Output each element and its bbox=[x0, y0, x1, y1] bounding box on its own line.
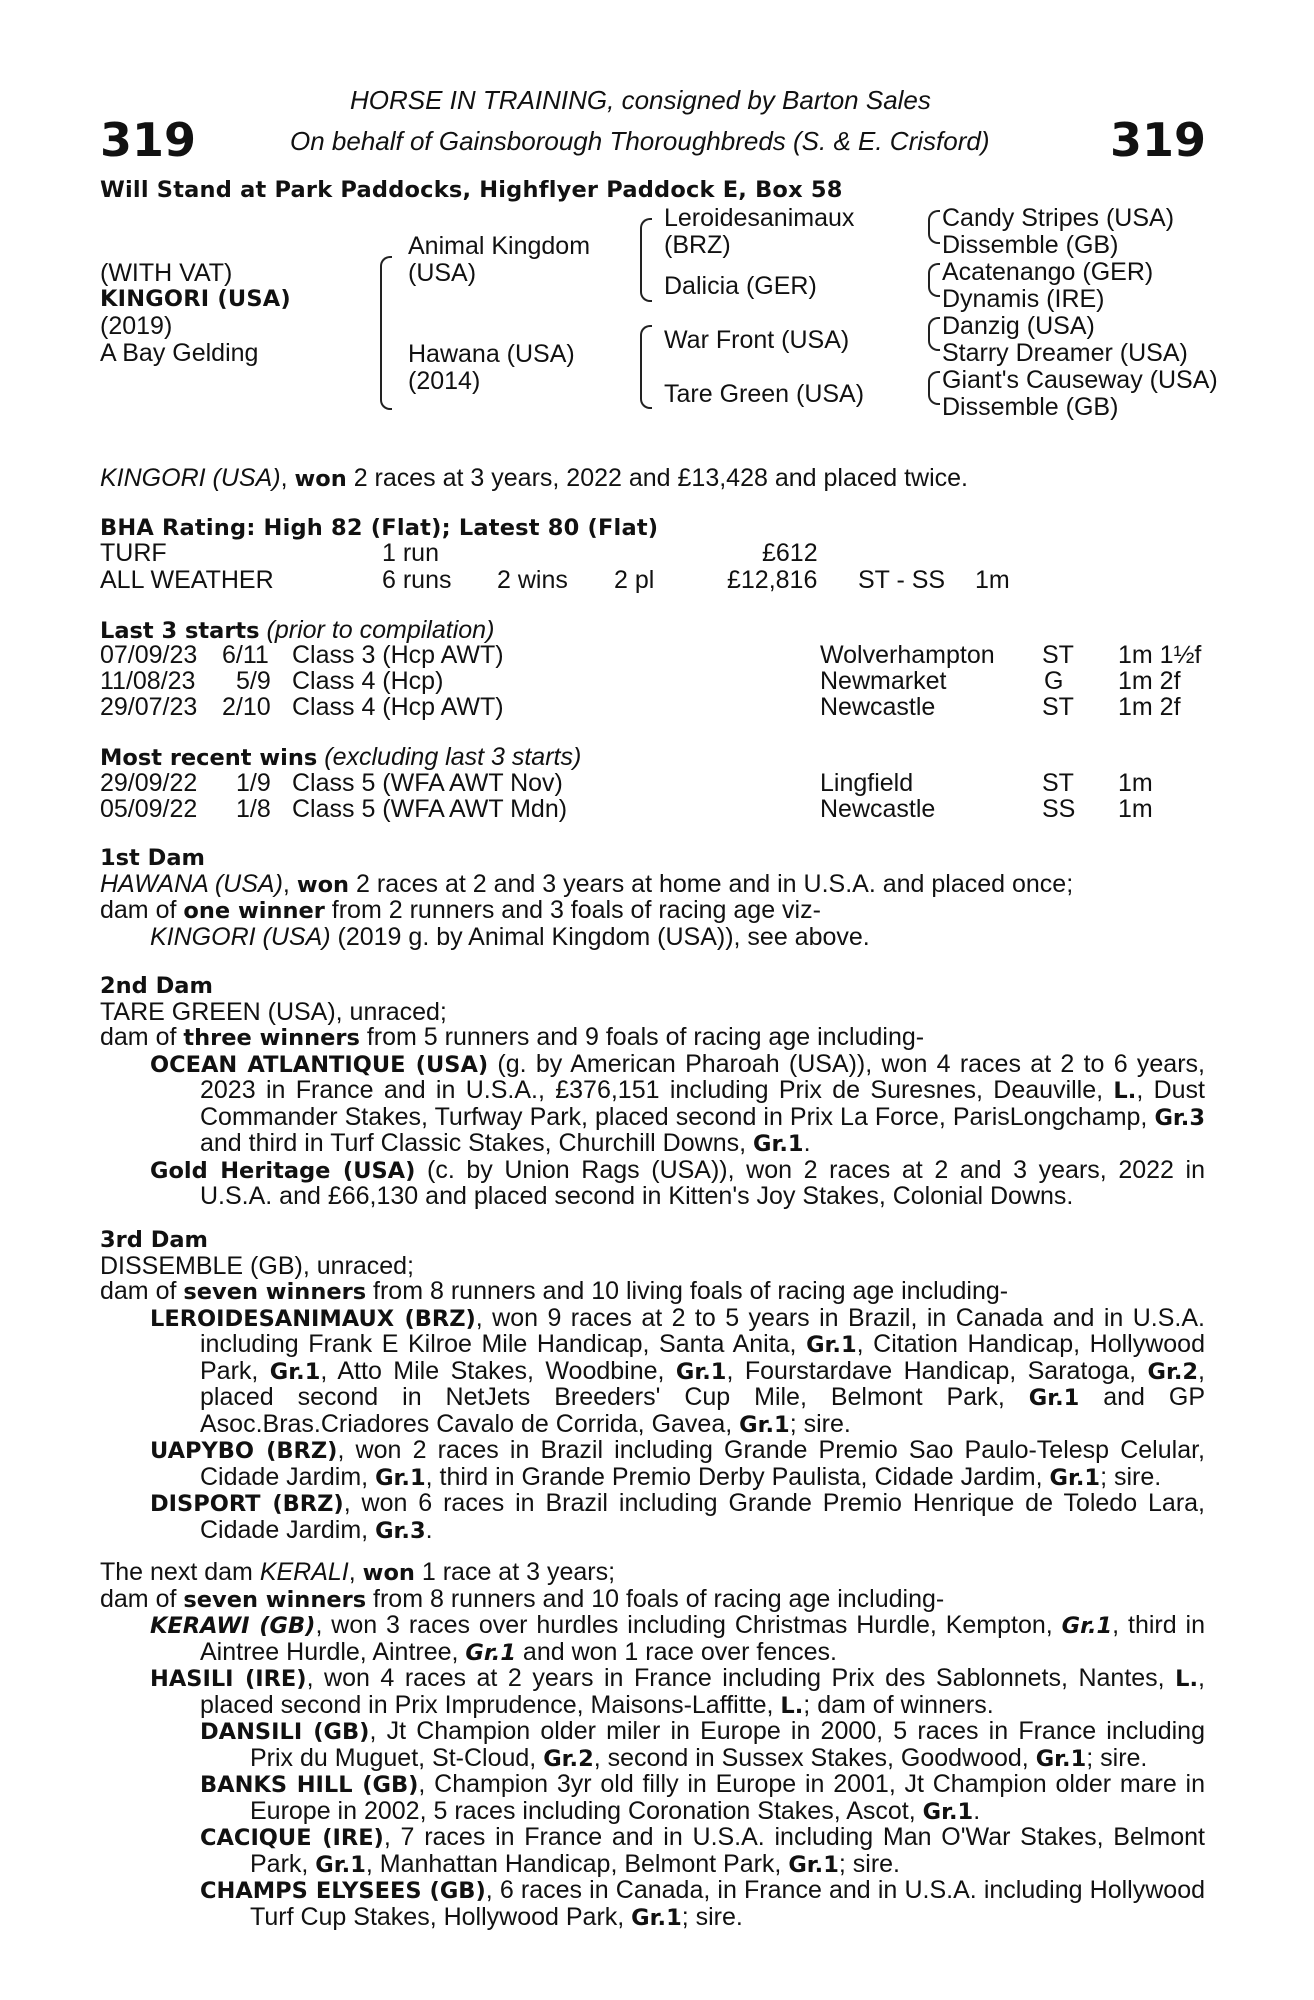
start-race: Class 4 (Hcp) bbox=[292, 667, 444, 695]
produce-name: UAPYBO (BRZ) bbox=[150, 1438, 338, 1464]
text: , won 2 races in Brazil including Grande Premio Sao Paulo-Telesp Celular, Cidade Jardim, bbox=[200, 1436, 1205, 1491]
first-dam-foal bbox=[100, 922, 1205, 951]
text: , Manhattan Handicap, Belmont Park, bbox=[365, 1849, 789, 1878]
ped-ddd: Dissemble (GB) bbox=[942, 393, 1119, 421]
rating-wins: 2 wins bbox=[497, 566, 568, 594]
group-mark: Gr.2 bbox=[1147, 1358, 1199, 1385]
produce-name: Gold Heritage (USA) bbox=[150, 1157, 416, 1184]
start-distance: 1m 1½f bbox=[1118, 641, 1202, 669]
text: ; sire. bbox=[681, 1902, 743, 1931]
group-mark: Gr.1 bbox=[465, 1639, 516, 1666]
group-mark: Gr.1 bbox=[1028, 1385, 1080, 1411]
first-dam-title: 1st Dam bbox=[100, 845, 205, 871]
text: dam of bbox=[100, 1277, 184, 1305]
group-mark: Gr.1 bbox=[788, 1851, 839, 1878]
bha-rating-title: BHA Rating: High 82 (Flat); Latest 80 (Flat) bbox=[100, 515, 659, 541]
pedigree-brace-dd bbox=[928, 371, 940, 405]
group-mark: Gr.1 bbox=[315, 1851, 366, 1878]
sire-dam: Dalicia (GER) bbox=[664, 272, 817, 300]
second-dam-line: TARE GREEN (USA), unraced; bbox=[100, 997, 447, 1026]
group-mark: Gr.1 bbox=[739, 1411, 790, 1438]
winners-count: three winners bbox=[183, 1025, 360, 1051]
start-going: G bbox=[1044, 667, 1064, 695]
listed-mark: L. bbox=[1175, 1666, 1199, 1692]
rating-going: ST - SS bbox=[858, 566, 946, 594]
produce-name: HASILI (IRE) bbox=[150, 1666, 307, 1692]
horse-name: KINGORI (USA) bbox=[100, 286, 291, 312]
third-dam-section bbox=[100, 1228, 1205, 1544]
text: , Atto Mile Stakes, Woodbine, bbox=[320, 1356, 676, 1385]
sire-sire: Leroidesanimaux bbox=[664, 204, 855, 232]
text: and third in Turf Classic Stakes, Churchill Downs, bbox=[200, 1129, 753, 1157]
group-mark: Gr.1 bbox=[922, 1798, 974, 1825]
start-course: Newcastle bbox=[820, 693, 936, 721]
start-date: 29/07/23 bbox=[100, 693, 198, 721]
produce-entry bbox=[150, 1491, 1205, 1544]
produce-name: BANKS HILL (GB) bbox=[200, 1772, 419, 1798]
grandproduce-entry bbox=[200, 1719, 1205, 1772]
text: , won 3 races over hurdles including Christmas Hurdle, Kempton, bbox=[315, 1611, 1062, 1639]
text: and won 1 race over fences. bbox=[515, 1637, 838, 1666]
lot-number-right: 319 bbox=[1109, 113, 1206, 167]
ped-sss: Candy Stripes (USA) bbox=[942, 204, 1175, 232]
rating-earnings: £12,816 bbox=[727, 566, 818, 594]
text: , Dust Commander Stakes, Turfway Park, placed second in Prix La Force, ParisLongchamp, bbox=[200, 1076, 1205, 1131]
start-going: ST bbox=[1042, 641, 1074, 669]
dam-dam: Tare Green (USA) bbox=[664, 380, 865, 408]
produce-entry bbox=[150, 1155, 1205, 1210]
rating-placed: 2 pl bbox=[614, 566, 655, 594]
text: ; dam of winners. bbox=[803, 1690, 994, 1719]
produce-name: CHAMPS ELYSEES (GB) bbox=[200, 1878, 486, 1904]
third-dam-title: 3rd Dam bbox=[100, 1227, 208, 1253]
group-mark: Gr.3 bbox=[1154, 1104, 1205, 1131]
grandproduce-entry bbox=[200, 1825, 1205, 1878]
text: from 8 runners and 10 living foals of racing age including- bbox=[366, 1277, 1009, 1305]
rating-distance: 1m bbox=[975, 566, 1010, 594]
produce-name: CACIQUE (IRE) bbox=[200, 1825, 384, 1851]
group-mark: Gr.1 bbox=[1061, 1613, 1113, 1639]
grandproduce-entry bbox=[200, 1772, 1205, 1825]
rating-runs: 6 runs bbox=[382, 566, 452, 594]
group-mark: Gr.3 bbox=[375, 1517, 426, 1544]
rating-surface: TURF bbox=[100, 539, 167, 567]
next-dam-section bbox=[100, 1560, 1205, 1931]
text: ; sire. bbox=[1100, 1462, 1162, 1491]
text: , second in Sussex Stakes, Goodwood, bbox=[593, 1743, 1036, 1772]
group-mark: Gr.1 bbox=[806, 1332, 857, 1358]
location-line: Will Stand at Park Paddocks, Highflyer Paddock E, Box 58 bbox=[100, 177, 843, 203]
start-race: Class 4 (Hcp AWT) bbox=[292, 693, 504, 721]
listed-mark: L. bbox=[780, 1692, 804, 1719]
text: , 7 races in France and in U.S.A. including Man O'War Stakes, Belmont Park, bbox=[250, 1823, 1206, 1878]
text: , won 4 races at 2 years in France including Prix des Sablonnets, Nantes, bbox=[306, 1664, 1176, 1692]
group-mark: Gr.1 bbox=[753, 1131, 804, 1157]
text: , placed second in Prix Imprudence, Maisons-Laffitte, bbox=[200, 1664, 1205, 1719]
win-position: 1/9 bbox=[236, 769, 271, 797]
start-date: 11/08/23 bbox=[100, 667, 196, 695]
text: , won 6 races in Brazil including Grande Premio Henrique de Toledo Lara, Cidade Jardim, bbox=[200, 1489, 1205, 1544]
text: , placed second in NetJets Breeders' Cup Mile, Belmont Park, bbox=[200, 1356, 1205, 1411]
text: (g. by American Pharoah (USA)), won 4 races at 2 to 6 years, 2023 in France and in U.S.A., £376,151 including Prix de Suresnes, Deauville, bbox=[200, 1049, 1205, 1104]
produce-entry bbox=[150, 1666, 1205, 1719]
produce-entry bbox=[150, 1303, 1205, 1439]
win-course: Newcastle bbox=[820, 795, 936, 823]
text: , Jt Champion older miler in Europe in 2000, 5 races in France including Prix du Muguet, St-Cloud, bbox=[250, 1717, 1205, 1772]
on-behalf-line: On behalf of Gainsborough Thoroughbreds (S. & E. Crisford) bbox=[290, 126, 990, 156]
winners-count: seven winners bbox=[183, 1586, 367, 1613]
text: , third in Grande Premio Derby Paulista, Cidade Jardim, bbox=[425, 1462, 1050, 1491]
dam-name: Hawana (USA) bbox=[408, 340, 575, 368]
start-position: 5/9 bbox=[236, 667, 271, 695]
pedigree-brace-dam bbox=[640, 325, 652, 409]
text: and GP Asoc.Bras.Criadores Cavalo de Corrida, Gavea, bbox=[200, 1383, 1205, 1438]
next-dam-produce-line bbox=[100, 1584, 1205, 1614]
produce-name: OCEAN ATLANTIQUE (USA) bbox=[150, 1051, 489, 1078]
last3-heading bbox=[100, 617, 494, 644]
dam-record: 2 races at 2 and 3 years at home and in U.S.A. and placed once; bbox=[349, 869, 1074, 898]
text: ; sire. bbox=[789, 1409, 851, 1438]
recent-wins-note: (excluding last 3 starts) bbox=[324, 743, 582, 771]
win-course: Lingfield bbox=[820, 769, 914, 797]
text: , won 9 races at 2 to 5 years in Brazil, in Canada and in U.S.A. including Frank E Kilroe Mile Handicap, Santa Anita, bbox=[200, 1303, 1205, 1358]
win-going: ST bbox=[1042, 769, 1074, 797]
ped-dss: Danzig (USA) bbox=[942, 312, 1095, 340]
group-mark: Gr.2 bbox=[543, 1745, 594, 1772]
win-position: 1/8 bbox=[236, 795, 271, 823]
text: , Fourstardave Handicap, Saratoga, bbox=[726, 1356, 1148, 1385]
start-position: 2/10 bbox=[222, 693, 271, 721]
start-distance: 1m 2f bbox=[1118, 693, 1181, 721]
win-race: Class 5 (WFA AWT Mdn) bbox=[292, 795, 568, 823]
produce-name: LEROIDESANIMAUX (BRZ) bbox=[150, 1305, 476, 1332]
group-mark: Gr.1 bbox=[269, 1358, 321, 1385]
summary-rest: 2 races at 3 years, 2022 and £13,428 and placed twice. bbox=[346, 464, 969, 492]
start-distance: 1m 2f bbox=[1118, 667, 1181, 695]
start-course: Wolverhampton bbox=[820, 641, 995, 669]
dam-sire: War Front (USA) bbox=[664, 326, 850, 354]
second-dam-section bbox=[100, 974, 1205, 1210]
foal-name: KINGORI (USA) bbox=[150, 922, 331, 951]
third-dam-line: DISSEMBLE (GB), unraced; bbox=[100, 1251, 415, 1280]
win-going: SS bbox=[1042, 795, 1076, 823]
pedigree-brace-sd bbox=[928, 263, 940, 297]
start-date: 07/09/23 bbox=[100, 641, 198, 669]
winners-count: one winner bbox=[183, 898, 325, 924]
text: (c. by Union Rags (USA)), won 2 races at 2 and 3 years, 2022 in U.S.A. and £66,130 and placed second in Kitten's Joy Stakes, Colonial Downs. bbox=[200, 1155, 1205, 1210]
rating-earnings: £612 bbox=[762, 539, 818, 567]
text: , third in Aintree Hurdle, Aintree, bbox=[200, 1611, 1205, 1666]
ped-dsd: Starry Dreamer (USA) bbox=[942, 339, 1188, 367]
text: ; sire. bbox=[1086, 1743, 1148, 1772]
ped-dds: Giant's Causeway (USA) bbox=[942, 366, 1218, 394]
rating-surface: ALL WEATHER bbox=[100, 566, 274, 594]
text: dam of bbox=[100, 1584, 184, 1613]
win-date: 29/09/22 bbox=[100, 769, 198, 797]
third-dam-produce-line bbox=[100, 1279, 1205, 1306]
ped-sdd: Dynamis (IRE) bbox=[942, 285, 1105, 313]
group-mark: Gr.1 bbox=[375, 1464, 426, 1491]
win-distance: 1m bbox=[1118, 795, 1153, 823]
text: from 2 runners and 3 foals of racing age viz- bbox=[324, 896, 821, 924]
text: from 5 runners and 9 foals of racing age including- bbox=[359, 1023, 925, 1051]
sire-country: (USA) bbox=[408, 259, 477, 287]
text: dam of bbox=[100, 1023, 184, 1051]
text: , 6 races in Canada, in France and in U.S.A. including Hollywood Turf Cup Stakes, Hollywood Park, bbox=[250, 1876, 1205, 1931]
produce-entry bbox=[150, 1049, 1205, 1158]
second-dam-produce-line bbox=[100, 1025, 1205, 1052]
won-label: won bbox=[296, 871, 350, 898]
start-going: ST bbox=[1042, 693, 1074, 721]
ped-ssd: Dissemble (GB) bbox=[942, 231, 1119, 259]
text: The next dam bbox=[100, 1558, 260, 1586]
pedigree-brace-main bbox=[380, 256, 392, 410]
text: . bbox=[973, 1796, 981, 1825]
summary-horse-name: KINGORI (USA) bbox=[100, 464, 281, 492]
vat-note: (WITH VAT) bbox=[100, 259, 233, 287]
ped-sds: Acatenango (GER) bbox=[942, 258, 1154, 286]
recent-wins-title: Most recent wins bbox=[100, 745, 318, 771]
pedigree-brace-ss bbox=[928, 210, 940, 244]
start-race: Class 3 (Hcp AWT) bbox=[292, 641, 504, 669]
listed-mark: L. bbox=[1113, 1078, 1137, 1104]
produce-entry bbox=[150, 1438, 1205, 1491]
grandproduce-entry bbox=[200, 1878, 1205, 1931]
foal-record: (2019 g. by Animal Kingdom (USA)), see above. bbox=[330, 922, 870, 951]
start-course: Newmarket bbox=[820, 667, 947, 695]
pedigree-brace-sire bbox=[640, 218, 652, 302]
text: , Champion 3yr old filly in Europe in 2001, Jt Champion older mare in Europe in 2002, 5 races including Coronation Stakes, Ascot, bbox=[250, 1770, 1206, 1825]
text: . bbox=[425, 1515, 433, 1544]
rating-runs: 1 run bbox=[382, 539, 439, 567]
first-dam-line: HAWANA (USA), won 2 races at 2 and 3 years at home and in U.S.A. and placed once; bbox=[100, 869, 1074, 898]
text: ; sire. bbox=[838, 1849, 900, 1878]
dam-name: KERALI bbox=[259, 1558, 349, 1586]
pedigree-brace-ds bbox=[928, 317, 940, 351]
produce-entry bbox=[150, 1613, 1205, 1666]
produce-name: DANSILI (GB) bbox=[200, 1719, 370, 1745]
text: 1 race at 3 years; bbox=[414, 1558, 616, 1586]
recent-wins-heading bbox=[100, 744, 581, 771]
text: . bbox=[803, 1129, 811, 1157]
last3-title: Last 3 starts bbox=[100, 618, 260, 644]
first-dam-produce-line bbox=[100, 898, 1205, 925]
group-mark: Gr.1 bbox=[1035, 1745, 1087, 1772]
group-mark: Gr.1 bbox=[1049, 1464, 1101, 1491]
summary-won: won bbox=[294, 466, 347, 492]
foal-year: (2019) bbox=[100, 312, 173, 340]
win-distance: 1m bbox=[1118, 769, 1153, 797]
race-summary: KINGORI (USA), won 2 races at 3 years, 2022 and £13,428 and placed twice. bbox=[100, 464, 969, 492]
text: from 8 runners and 10 foals of racing age including- bbox=[366, 1584, 945, 1613]
last3-note: (prior to compilation) bbox=[266, 616, 495, 644]
sire-sire-country: (BRZ) bbox=[664, 231, 731, 259]
group-mark: Gr.1 bbox=[675, 1358, 727, 1385]
horse-description: A Bay Gelding bbox=[100, 339, 259, 367]
win-date: 05/09/22 bbox=[100, 795, 198, 823]
produce-name: DISPORT (BRZ) bbox=[150, 1491, 344, 1517]
produce-name: KERAWI (GB) bbox=[150, 1613, 316, 1639]
start-position: 6/11 bbox=[222, 641, 269, 669]
second-dam-title: 2nd Dam bbox=[100, 973, 213, 999]
winners-count: seven winners bbox=[183, 1279, 367, 1305]
text: , Citation Handicap, Hollywood Park, bbox=[200, 1330, 1205, 1385]
won-label: won bbox=[362, 1560, 415, 1586]
dam-year: (2014) bbox=[408, 367, 481, 395]
consignment-line: HORSE IN TRAINING, consigned by Barton Sales bbox=[350, 85, 931, 115]
text: , bbox=[348, 1558, 363, 1586]
text: dam of bbox=[100, 896, 184, 924]
win-race: Class 5 (WFA AWT Nov) bbox=[292, 769, 563, 797]
dam-name: HAWANA (USA) bbox=[100, 869, 283, 898]
sire-name: Animal Kingdom bbox=[408, 232, 591, 260]
first-dam-section bbox=[100, 846, 1205, 950]
group-mark: Gr.1 bbox=[631, 1904, 682, 1931]
next-dam-line bbox=[100, 1560, 1205, 1587]
lot-number-left: 319 bbox=[100, 113, 197, 167]
